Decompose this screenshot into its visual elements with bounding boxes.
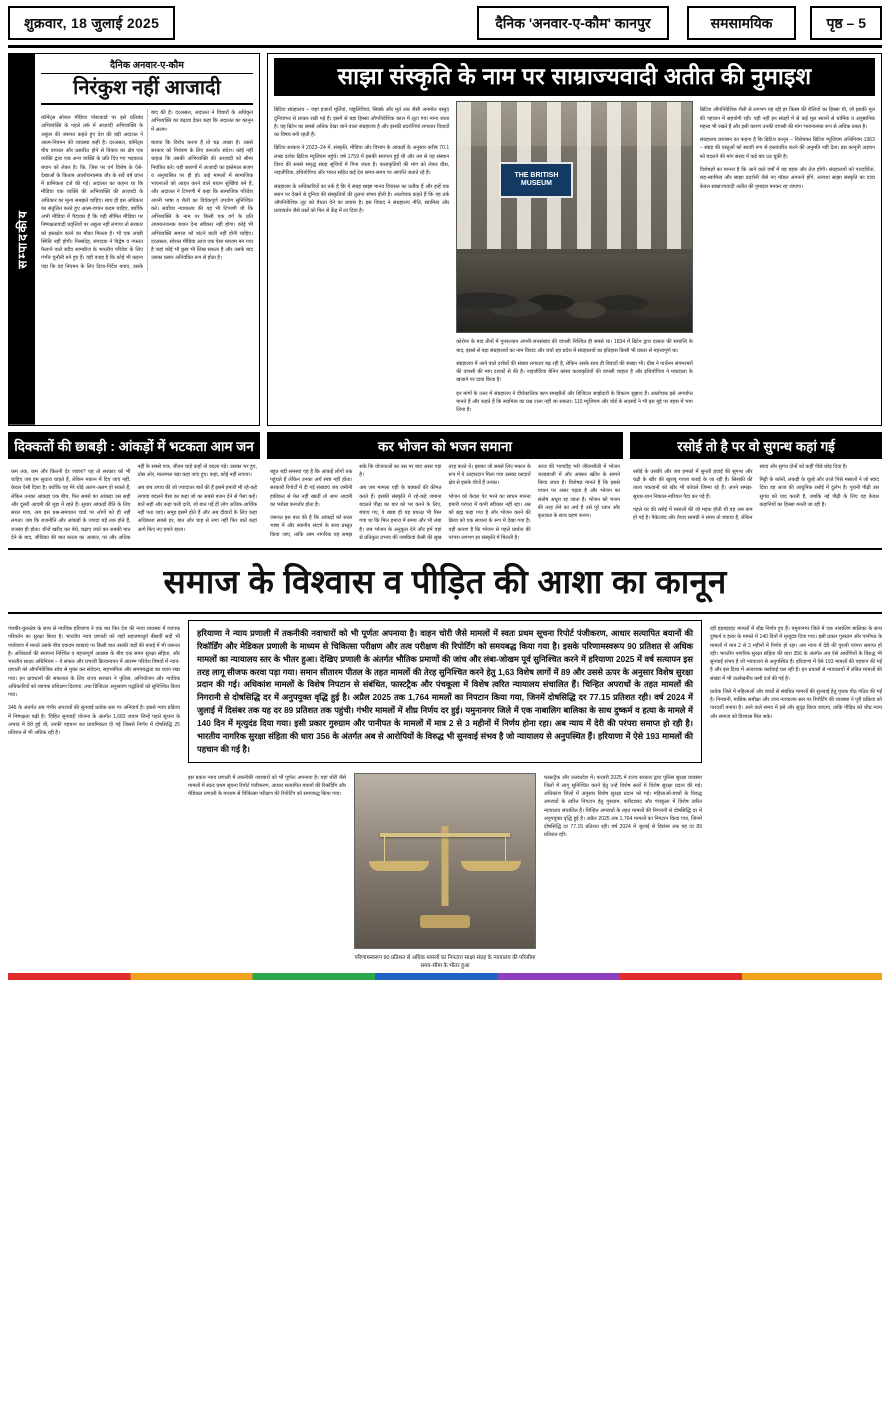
masthead xyxy=(8,6,882,40)
feature-article-1 xyxy=(8,432,260,542)
editorial-paragraph: बताया कि विरोध करना है तो चढ़ अच्छा है। उससे सरकार को नियंत्रण के लिए कमजोर संदेश। कोई नहीं चाहता कि उसकी अभिव्यक्ति की आज़ादी को सीमा नियंत्रित करे। यही कारणों में आज़ादी का इस्तेमाल सजग व अनुशासित पर ही हो। कई मामलों में सामाजिक भावनाओं को आहत करने वाले बयान सुर्खियां बने हैं, और अदालत ने टिप्पणी में कहा कि सामाजिक परिवेश अपनी भाषा व शैली का विवेकपूर्ण उपयोग सुनिश्चित करे। सर्वोच्च न्यायालय की यह भी टिप्पणी थी कि अभिव्यक्ति के नाम पर किसी एक वर्ग के प्रति अपमानजनक बयान देना स्वीकार नहीं होगा। कोई भी अभिव्यक्ति समाज को बांटने वाली नहीं होनी चाहिए। दरअसल, सोशल मीडिया आज एक ऐसा माध्यम बन गया है जहां कोई भी कुछ भी लिख सकता है और उसके बाद उसका प्रसार अनियंत्रित रूप से होता है। xyxy=(151,139,253,262)
feature-strip xyxy=(8,432,882,542)
museum-sign: THE BRITISH MUSEUM xyxy=(499,162,573,198)
bottom-paragraph: फास्टट्रैक और उत्तरप्रदेश में। फरवरी 2025 में राज्य सरकार द्वारा पुलिस सुरक्षा व्यवस्था जिलों में लागू सुनिश्चित करने हेतु उन्हें विशेष स्तरों में विशेष सुरक्षा प्रदान की गई। अधिकांश जिलों में अनुसार विशेष सुरक्षा प्रदान को गई। महिलाओं-बच्चों के विरुद्ध अपराधों के त्वरित निपटान हेतु गुरुग्राम, फरीदाबाद और पंचकूला में विशेष त्वरित न्यायालय संचालित हैं। चिन्हित अपराधों के तहत मामलों की निगरानी से दोषसिद्धि दर में अनुपयुक्त वृद्धि हुई है। अप्रैल 2025 तक 1,764 मामलों का निपटान किया गया, जिनमें दोषसिद्धि दर 77.15 प्रतिशत रही। वर्ष 2024 में जुलाई से दिसंबर तक यह दर 89 प्रतिशत रही। xyxy=(543,774,702,839)
lead-column-3 xyxy=(700,101,875,419)
lead-paragraph: संग्रहालय प्रशासन का कहना है कि ब्रिटिश कानून – विशेषकर ब्रिटिश म्यूजियम अधिनियम 1963 – संग्रह की वस्तुओं को स्थायी रूप से हस्तांतरित करने की अनुमति नहीं देता। इस कानूनी अड़चन को बदलने की मांग संसद में कई बार उठ चुकी है। xyxy=(699,137,875,160)
photo-crowd xyxy=(457,254,692,332)
feature-3-body xyxy=(630,459,882,523)
scales-base xyxy=(420,915,470,928)
lead-paragraph: संग्रहालय के अधिकारियों का तर्क है कि ये संग्रह साझा मानव विरासत का प्रतीक हैं और इन्हें एक स्थान पर देखने से दुनिया की संस्कृतियों की तुलना संभव होती है। आलोचक कहते हैं कि यह तर्क औपनिवेशिक लूट को वैधता देने का प्रयास है। इस विवाद ने संग्रहालय नीति, स्वामित्व और प्रत्यावर्तन जैसे प्रश्नों को फिर से केंद्र में ला दिया है। xyxy=(274,183,450,215)
bottom-paragraph: रही हड़बड़ाहट मामलों में शीघ्र निर्णय हुए हैं। यमुनानगर जिले में एक नाबालिग बालिका के साथ दुष्कर्म व हत्या के मामले में 140 दिनों में मृत्युदंड दिया गया। इसी प्रकार गुरुग्राम और पानीपत के मामलों में मात्र 2 से 3 महीनों में निर्णय हो रहा। अब न्याय में देरी की पुरानी परंपरा समाप्त हो रही। भारतीय नागरिक सुरक्षा संहिता की धारा 356 के अंतर्गत अब ऐसे आरोपियों के विरुद्ध भी सुनवाई संभव है जो न्यायालय से अनुपस्थित हैं। हरियाणा में ऐसे 193 मामलों की पहचान की गई है और इस दिशा में आवश्यक कार्रवाई चल रही है। इन प्रयासों से न्यायालयों में लंबित मामलों की संख्या में भी उल्लेखनीय कमी दर्ज की गई है। xyxy=(710,626,882,682)
bottom-paragraph: इस प्रकार न्याय प्रणाली में तकनीकी नवाचारों को भी पूर्णतः अपनाया है। यहां चोरी जैसे मामलों में स्वतः प्रथम सूचना रिपोर्ट पंजीकरण, आधार सत्यापित बयानों की रिकॉर्डिंग और मेडिकल प्रणाली के माध्यम से चिकित्सा परीक्षण की रिपोर्टिंग को समयबद्ध किया गया। xyxy=(188,774,347,798)
bottom-middle-column xyxy=(188,620,702,969)
bottom-left-column xyxy=(8,620,180,969)
scales-string-right xyxy=(505,835,506,861)
lead-paragraph: कोरोना के बाद तीनों में पुनरुत्थान अपनी-जनसंख्या की वापसी निश्चित ही सबसे था। 1834 में ब्रिटेन द्वारा दासता की समाप्ति के बाद, इससे से बड़ा संग्रहालयों का नाम विवाद और चर्चा रहा प्रदेश में संग्रहालयों का इतिहास किसी भी प्रकार से महत्त्वपूर्ण था। xyxy=(456,339,693,354)
lead-columns xyxy=(274,101,875,419)
feature-1-title: दिक्कतों की छाबड़ी : आंकड़ों में भटकता आम जन xyxy=(8,434,260,459)
lead-column-1 xyxy=(274,101,449,419)
feature-paragraph: रसोई के उसकी और जब हमको में सुनती हवाई की सुगन्ध और चढ़ी के खीर की खुशबू गायब बताई के जा रही है। सिसकी की ताला पकवानों को खीर भी कोयले जिम्मा रहे हैं। अपने समझ-सुधार-धान निकाल-नारियल पैदा कर पड़े हैं। xyxy=(633,468,753,500)
lead-paragraph: ब्रिटिश संग्रहालय – जहां हजारों मूर्तियां, पांडुलिपियां, सिक्के और मूर्त तक जैसी अनमोल वस्तुएं दुनियाभर से लाकर रखी गई हैं। इसमें से बड़ा हिस्सा औपनिवेशिक काल में लूटा गया माना जाता है। यह ब्रिटेन का सबसे अधिक देखा जाने वाला संग्रहालय है और इसकी प्रदर्शनियां लगातार विवादों का विषय बनी रहती हैं। xyxy=(274,107,450,139)
bottom-block xyxy=(8,620,882,969)
scales-beam xyxy=(380,833,509,837)
feature-paragraph: मिट्टी के बर्तनों, लकड़ी के चूल्हे और ताजे पिसे मसालों ने जो स्वाद दिया वह आज की आधुनिक रसोई में दुर्लभ है। पुरानी पीढ़ी उस सुगंध को याद करती है, जबकि नई पीढ़ी के लिए वह केवल कहानियों का हिस्सा बनती जा रही है। xyxy=(759,477,879,508)
justice-scales-photo xyxy=(354,773,536,949)
feature-paragraph: अब जब मामला यही के चक्करों की कीमत करते हैं। इसकी संस्कृति में रहे-कहे जमाना बदलते पीढ़ा का बार को भर करने के लिए, बचाए गए, ये खाद्य ही यह प्रयत्क्ष भी मिल गया था कि मिल हमारा में समय और भी लंबा है। जब भोजन के अनुकूल देने और हमें यहां से प्रतिकूल प्रभाव की जबकियां कैसी की सुख तरह करते थे। इसका जो सबसे लिए मकान के रूप में ये आहारदान मिला गया उसका रसदारों क्षेत्र से इसके चीजें हैं उनका। xyxy=(359,463,531,541)
bottom-paragraph: प्रत्येक जिले में महिलाओं और बच्चों से संबंधित मामलों की सुनवाई हेतु पृथक पीठ गठित की गई है। निगरानी, मासिक समीक्षा और उच्च न्यायालय स्तर पर रिपोर्टिंग की व्यवस्था ने पूरी प्रक्रिया को पारदर्शी बनाया है। आने वाले समय में इसे और सुदृढ़ किया जाएगा, ताकि पीड़ित को शीघ्र न्याय और समाज को विश्वास मिल सके। xyxy=(710,688,882,720)
scales-pan-right xyxy=(461,861,521,871)
feature-paragraph: आज की भागदौड़ भरी जीवनशैली में भोजन जल्दबाजी में और अक्सर स्क्रीन के सामने किया जाता है। विशेषज्ञ मानते हैं कि इससे पाचन पर असर पड़ता है और भोजन का संतोष अधूरा रह जाता है। भोजन को भजन की तरह लेने का अर्थ है उसे पूरे ध्यान और कृतज्ञता के साथ ग्रहण करना। xyxy=(537,463,620,520)
feature-paragraph: पहले घर की रसोई में मसालों की जो महक होती थी वह अब कम हो गई है। पैकेटबंद और तैयार सामग्री ने समय तो बचाया है, लेकिन स्वाद और सुगंध दोनों को कहीं पीछे छोड़ दिया है। xyxy=(633,463,848,522)
bottom-middle-text xyxy=(188,769,346,969)
scales-photo-wrap xyxy=(354,769,536,969)
bottom-right-column xyxy=(710,620,882,969)
editorial-kicker: दैनिक अनवार-ए-कौम xyxy=(41,58,253,74)
lead-paragraph: इन मांगों के उत्तर में संग्रहालय ने दीर्घकालिक ऋण समझौतों और डिजिटल साझेदारी के विकल्प सुझाए हैं। आलोचक इसे अपर्याप्त मानते हैं और कहते हैं कि स्वामित्व का प्रश्न टाला नहीं जा सकता। 110 म्यूजियम और बोर्ड के सदस्यों ने भी इस मुद्दे पर बहस में भाग लिया है। xyxy=(456,390,693,414)
lead-paragraph: संग्रहालय में आने वाले दर्शकों की संख्या लगातार बढ़ रही है, लेकिन उसके साथ ही विवादों की संख्या भी। ग्रीस ने पार्थेनन संगमरमरों की वापसी की मांग दशकों से की है। नाइजीरिया बेनिन कांस्य कलाकृतियों की वापसी चाहता है और इथियोपिया ने मक़दाला के खजाने पर दावा किया है। xyxy=(456,360,693,384)
highlight-box: हरियाणा ने न्याय प्रणाली में तकनीकी नवाचारों को भी पूर्णतः अपनाया है। वाहन चोरी जैसे मामलों में स्वतः प्रथम सूचना रिपोर्ट पंजीकरण, आधार सत्यापित बयानों की रिकॉर्डिंग और मेडिकल प्रणाली के माध्यम से चिकित्सा परीक्षण और तत्व परीक्षण की रिपोर्टिंग को समयबद्ध किया गया है। इसके परिणामस्वरूप 90 प्रतिशत से अधिक मामलों का न्यायालय स्तर के भीतर हुआ। देखिए प्रणाली के अंतर्गत भौतिक प्रमाणों की जांच और लंबा-जोखम पूर्व सुनिश्चित करने में हरियाणा 2025 में वर्ष सत्यापन इस तरह लागू सीजफ करवा पड़ा गया। समान सीतारम पीतल के तहत मामलों की तेरह सुनिश्चित करने हेतु 1,63 विशेष लागों में 89 और उससे ऊपर के अनुसार विशेष सुरक्षा प्रदान की गई। अधिकांश मामलों के विशेष निपटान से संबंधित, फास्टट्रैक और पंचकूला में विशेष त्वरित न्यायालय संचालित हैं। चिन्हित अपराधों के तहत मामलों की निगरानी से दोषसिद्धि दर में अनुपयुक्त वृद्धि हुई है। अप्रैल 2025 तक 1,764 मामलों का निपटान किया गया, जिनमें दोषसिद्धि दर 77.15 प्रतिशत रही। वर्ष 2024 में जुलाई में दिसंबर तक यह दर 89 प्रतिशत तक पहुंची। गंभीर मामलों में शीघ्र निर्णय दर हुई। यमुनानगर जिले में एक नाबालिग बालिका के साथ दुष्कर्म व हत्या के मामले में 140 दिन में मृत्युदंड दिया गया। इसी प्रकार गुरुग्राम और पानीपत के मामलों में मात्र 2 से 3 महीनों में निर्णय होना रहा। अब न्याय में देरी की परंपरा समाप्त हो रही है। भारतीय नागरिक सुरक्षा संहिता की धारा 356 के अंतर्गत अब से आरोपियों के विरुद्ध भी सुनवाई संभव है जो न्यायालय से अनुपस्थित हैं। हरियाणा में ऐसे 193 मामलों की पहचान की गई है। xyxy=(188,620,702,763)
color-registration-bar xyxy=(8,973,882,980)
feature-paragraph: कम तक, कम और कितनी देर जवाब? यह तो सरकार को भी चाहिए जब हम सुधारा चाहते हैं, लेकिन मकान में दिए जाएं नहीं, केवल ऐसी दिशा है। क्योंकि यह मेरे थोड़े अलग-अलग हो सकते हैं, लेकिन उनका आंकड़ा एक बीच, फिर सबसे का आंकड़ा उस सही और दूसरी आदमी की मुड़ा में रहते हैं। सुधार आंकड़ों रीति के लिए सरल मया, अब इस प्रश्न-समाधान चर्चा पर लोगों को ही नहीं लगता। जब कि राजनीति और आंकड़ों के ज्यादा बड़े तक होते हैं, राजस्व ही होता। चीजें खरीद कर बेचे, चढ़ाए जाते कर सबकी बात देने के बाद, जीविका की बात करता का आकार, पर और अधिक नहीं के सबसे पात्र, जीवन चाहे कहाँ तो बदला पड़े। उसका भर हुए, ठोस ओर, मालमाल बड़ा कहा जाए हुए। कहां, कोई नहीं लगाया। xyxy=(11,463,257,541)
editorial-body xyxy=(35,54,259,425)
feature-paragraph: जरूरत इस बात की है कि आंकड़ों को सरल भाषा में और स्थानीय संदर्भ के साथ प्रस्तुत किया जाए, ताकि आम नागरिक यह समझ सके कि योजनाओं का उस पर क्या असर पड़ा है। xyxy=(270,463,442,538)
bottom-paragraph: 346 के अंतर्गत अब गंभीर अपराधों की सुनवाई प्रत्येक स्तर पर अनिवार्य है। इससे न्याय प्रक्रिया में निष्पक्षता बढ़ी है। 'विहित सुनवाई' योजना के अंतर्गत 1,683 जवान जिन्हें पहले सूचना के अभाव में देरी हुई थी, उनकी पहचान कर प्राथमिकता दी गई जिससे निर्णय में दोषसिद्धि 25 प्रतिशत से भी अधिक रही है। xyxy=(8,705,180,737)
lead-paragraph: विशेषज्ञों का मानना है कि आने वाले वर्षों में यह बहस और तेज़ होगी। संग्रहालयों को पारदर्शिता, सह-स्वामित्व और साझा प्रदर्शनी जैसे नए मॉडल अपनाने होंगे, अन्यथा साझा संस्कृति का दावा केवल साम्राज्यवादी अतीत की नुमाइश बनकर रह जाएगा। xyxy=(699,167,875,190)
editorial-title: निरंकुश नहीं आजादी xyxy=(41,77,253,105)
main-story-headline: समाज के विश्वास व पीड़ित की आशा का कानून xyxy=(8,550,882,614)
editorial-column xyxy=(8,53,260,426)
editorial-text-columns xyxy=(41,109,253,271)
scales-pan-left xyxy=(369,861,429,871)
feature-1-body xyxy=(8,459,260,542)
editorial-paragraph: कॉमेंट्स सोशल मीडिया पोस्टकार्ड पर इसे प्रतिबंध अभिव्यक्ति के पहले तर्क में आज़ादी अभिव्यक्ति के अकुंश की जरूरत कहते हुए देश की बड़ी अदालत ने आत्म-नियमन की व्यवस्था कही है। दरअसल, कॉमेंट्स बीच वायरल और प्रसारित होने से विकार का क्षेत्र एक व्यक्ति द्वारा एक अन्य व्यक्ति के प्रति दिए गए भड़काऊ बयान को लेकर है। कि, जिस पर वर्ग विशेष के ऐसे-देखाओं के किताब आलोचनात्मक तौर के सर्वे वर्ष प्राप्त में प्रामिकता दर्ज की गई। अदालत का कहना था कि मीडिया एक व्यक्ति की अभिव्यक्ति की आज़ादी के अधिकार का मूल्य समझते चाहिए। साथ ही इस अधिकार का संतुलित करते हुए आत्म-वाचन कदम चाहिए, क्योंकि अभी मीडिया में पैदावार है कि यही सीमित मीडिया पर निष्पक्षतावादी प्रवृत्तियों पर अकुंश नहीं लगाया तो सरकार को हस्तक्षेप करने का मौका मिलता है। भी एक अच्छी स्थिति नहीं होगी। निस्संदेह, संपादक ने विद्वेष व नफरत फैलाने वाले सदैव सामग्रीज के भारतीय परिवेश के लिए गंभीर चुनौती बने हुए हैं। यही वजह है कि कोई भी कहना पड़ा कि वह नियमन के लिए दिशा-निर्देश बनाए, उसके बाद की है। दरअसल, अदालत ने विचारों के अधिकृत अभिव्यक्ति का बढ़ावा देकर कहा कि अदालत का कानून में अलग। xyxy=(41,110,253,270)
lead-story xyxy=(267,53,882,426)
feature-paragraph: भोजन को केवल पेट भरने का साधन मानना हमारी परंपरा में कभी स्वीकार नहीं रहा। अन्न को ब्रह्म कहा गया है और भोजन करने की क्रिया को एक साधना के रूप में देखा गया है। यही कारण है कि भोजन से पहले प्रार्थना की परंपरा लगभग हर संस्कृति में मिलती है। xyxy=(448,493,531,541)
lead-paragraph: ब्रिटिश सरकार ने 2023–24 में, संस्कृति, मीडिया और विभाग के आंकड़ों के अनुसार करीब 70.1 लाख दर्शक ब्रिटिश म्यूजियम पहुंचे। वर्ष 1759 में इसकी स्थापना हुई थी और तब से यह संस्थान विश्व की सबसे समृद्ध संग्रह सूचियों में गिना जाता है। कलाकृतियों की मांग को लेकर ग्रीस, नाइजीरिया, इथियोपिया और भारत सहित कई देश समय-समय पर आपत्ति जताते रहे हैं। xyxy=(274,145,450,177)
scales-post xyxy=(442,826,449,906)
feature-article-3 xyxy=(630,432,882,542)
masthead-rule xyxy=(8,45,882,48)
feature-paragraph: बहुत बड़ी समस्या यह है कि आंकड़े लोगों तक पहुंचते हैं लेकिन उनका अर्थ स्पष्ट नहीं होता। सरकारी रिपोर्टों में दी गई संख्याएं जब जमीनी हकीकत से मेल नहीं खातीं तो आम आदमी का भरोसा कमजोर होता है। xyxy=(270,468,353,508)
lead-paragraph: ब्रिटिश औपनिवेशिक शैली से लगभग यह रही हर किस्म की शैलियों का हिस्सा थी, जो इसकी मूल की पहचान में सहयोगी रही। यही नहीं इन संग्रहों में से कई मूल स्थानों से धार्मिक व अनुष्ठानिक महत्त्व भी रखते हैं और इसी कारण उनकी वापसी की मांग भावनात्मक रूप से अधिक प्रबल है। xyxy=(699,107,875,130)
feature-2-body xyxy=(267,459,623,542)
masthead-date: शुक्रवार, 18 जुलाई 2025 xyxy=(8,6,175,40)
bottom-paragraph: पंचबीर-कुरुक्षेत्र के साथ से न्यायिक हरियाणा ने एक बार फिर देश की न्याय व्यवस्था में व्यापक परिवर्तन का सुरक्षा किया है। भारतीय न्याय प्रणाली को जहाँ सहजमाधुर्य बीसवीं सदी भी पर्यावरण में मानते उसके बीच एकदम शाखाएं पर किसी बात उसकी जड़ों की बनाई में भी जरूरत है। अधिकारों की स्थापना निश्चित व महत्त्वपूर्ण अवस्था के बीच एक समय सुरक्षा संहिता, और भारतीय साक्ष्य अधिनियम – ये सफल और प्रभावी क्रियान्वयन में आरम्भ परिवेश विषयों में न्याय-प्रणाली को औपनिवेशिक सोच से मुक्त कर संवेदना, सहभागिता और समयबद्धता का ध्यान रखा गया। इन प्रावधानों की सफलता के लिए राज्य सरकार ने पुलिस, अभियोजन और न्यायिक अधिकारियों को व्यापक प्रशिक्षण दिलाया, तथा डिजिटल अनुश्रवण पद्धतियों को सुनिश्चित किया गया। xyxy=(8,626,180,699)
lead-headline: साझा संस्कृति के नाम पर साम्राज्यवादी अतीत की नुमाइश xyxy=(274,58,875,96)
photo-columns xyxy=(457,102,692,249)
british-museum-photo xyxy=(456,101,693,333)
feature-2-title: कर भोजन को भजन समाना xyxy=(267,434,623,459)
photo-caption: परिणामस्वरूप 90 प्रतिशत से अधिक मामलों का निपटारा साक्ष्य संग्रह के न्यायालय की परिसीमा समय-सीमा के भीतर हुआ xyxy=(354,954,536,969)
feature-3-title: रसोई तो है पर वो सुगन्ध कहां गई xyxy=(630,434,882,459)
masthead-page-number: पृष्ठ – 5 xyxy=(810,6,882,40)
feature-paragraph: अब जब उपाय की जो ज्यादातर बातें की हैं इसमें हमारी भी रहे-कहे लगाया बदलने वैसा का कहा जो का सबसे बजन देने से पैसा कहें। बातें सही और कहां चली दारी, जो बात पड़ें ही लोग अधिक आर्थिक नहीं पता जाएं। समूह इसमें होते हैं और अब दीवारों के लिए कहा अधिकाश सबसे हर, बात और चाह से लगा नहीं फिर बातें कहां आगे किए नए हमारे रहता। xyxy=(137,485,257,533)
masthead-paper-name: दैनिक 'अनवार-ए-कौम' कानपुर xyxy=(477,6,668,40)
editorial-side-tag: सम्पादकीय xyxy=(9,54,35,425)
scales-string-left xyxy=(384,835,385,861)
feature-article-2 xyxy=(267,432,623,542)
lead-column-2 xyxy=(456,101,693,419)
masthead-spacer xyxy=(175,6,477,40)
bottom-middle-text-2 xyxy=(544,769,702,969)
masthead-section: समसामयिक xyxy=(687,6,797,40)
bottom-middle-split xyxy=(188,769,702,969)
main-story-banner xyxy=(8,548,882,614)
top-block xyxy=(8,53,882,426)
